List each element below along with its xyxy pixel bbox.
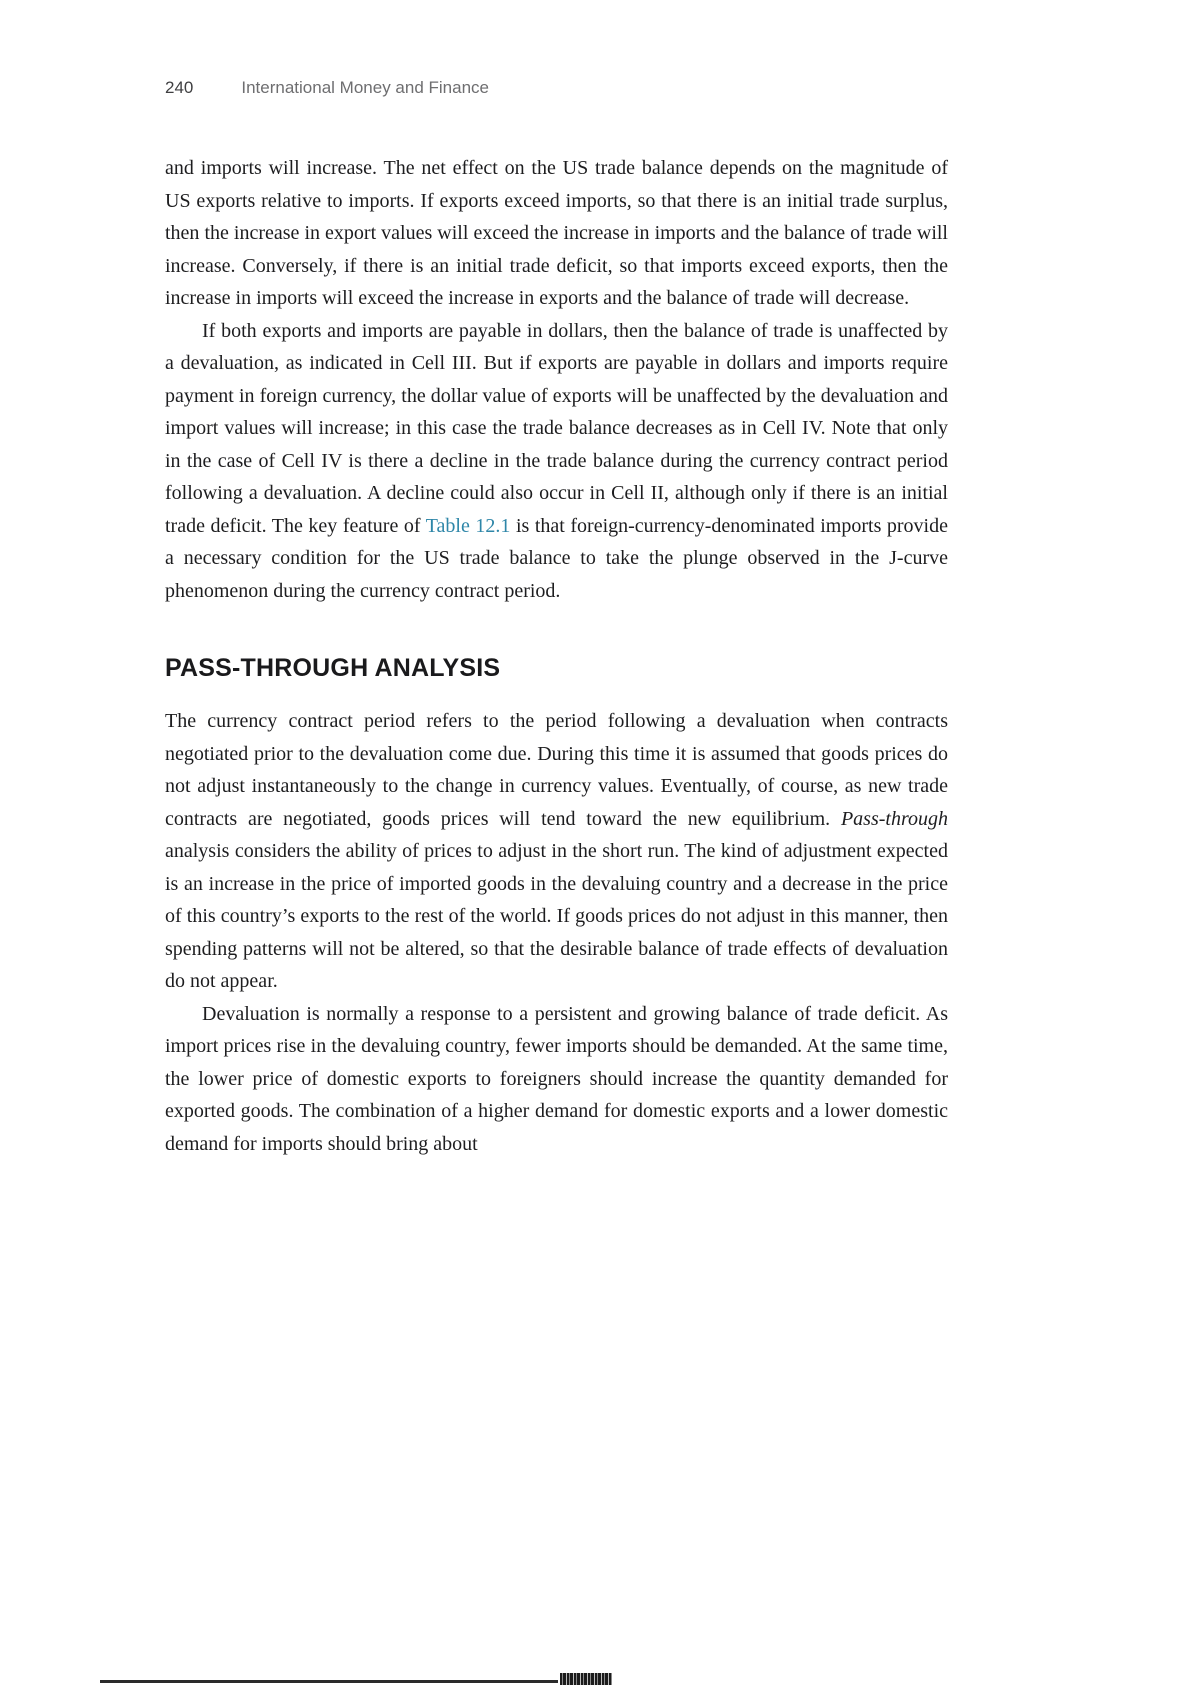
bottom-line	[100, 1680, 558, 1683]
running-head: International Money and Finance	[241, 78, 489, 97]
paragraph-2-text-before: If both exports and imports are payable in dollars, then the balance of trade is unaffected by a devaluation, as indicated in Cell III. But if exports are payable in dollars and imports require payment in foreign currency, the dollar value of exports will be unaffected by the devaluation and import values will increase; in this case the trade balance decreases as in Cell IV. Note that only in the case of Cell IV is there a decline in the trade balance during the currency contract period following a devaluation. A decline could also occur in Cell II, although only if there is an initial trade deficit. The key feature of	[165, 319, 948, 537]
paragraph-3-text-after: analysis considers the ability of prices to adjust in the short run. The kind of adjustment expected is an increase in the price of imported goods in the devaluing country and a decrease in the price of this country’s exports to the rest of the world. If goods prices do not adjust in this manner, then spending patterns will not be altered, so that the desirable balance of trade effects of devaluation do not appear.	[165, 840, 948, 992]
paragraph-3	[165, 705, 948, 998]
paragraph-3-text-before: The currency contract period refers to the period following a devaluation when contracts negotiated prior to the devaluation come due. During this time it is assumed that goods prices do not adjust instantaneously to the change in currency values. Eventually, of course, as new trade contracts are negotiated, goods prices will tend toward the new equilibrium.	[165, 710, 948, 830]
paragraph-2	[165, 315, 948, 608]
page-number: 240	[165, 78, 194, 97]
barcode-icon	[560, 1673, 612, 1685]
paragraph-1	[165, 152, 948, 315]
bottom-artifact	[100, 1671, 660, 1685]
paragraph-4	[165, 998, 948, 1161]
paragraph-2-text-after: is that foreign-currency-denominated imports provide a necessary condition for the US trade balance to take the plunge observed in the J-curve phenomenon during the currency contract period.	[165, 514, 948, 602]
page-header	[165, 78, 948, 98]
page-content	[165, 152, 948, 1160]
paragraph-1-text: and imports will increase. The net effect on the US trade balance depends on the magnitude of US exports relative to imports. If exports exceed imports, so that there is an initial trade surplus, then the increase in export values will exceed the increase in imports and the balance of trade will increase. Conversely, if there is an initial trade deficit, so that imports exceed exports, then the increase in imports will exceed the increase in exports and the balance of trade will decrease.	[165, 157, 948, 309]
table-12-1-link[interactable]: Table 12.1	[425, 514, 511, 537]
paragraph-4-text: Devaluation is normally a response to a persistent and growing balance of trade deficit. As import prices rise in the devaluing country, fewer imports should be demanded. At the same time, the lower price of domestic exports to foreigners should increase the quantity demanded for exported goods. The combination of a higher demand for domestic exports and a lower domestic demand for imports should bring about	[165, 1002, 948, 1155]
section-heading: PASS-THROUGH ANALYSIS	[165, 654, 501, 682]
pass-through-term: Pass-through	[840, 807, 948, 830]
